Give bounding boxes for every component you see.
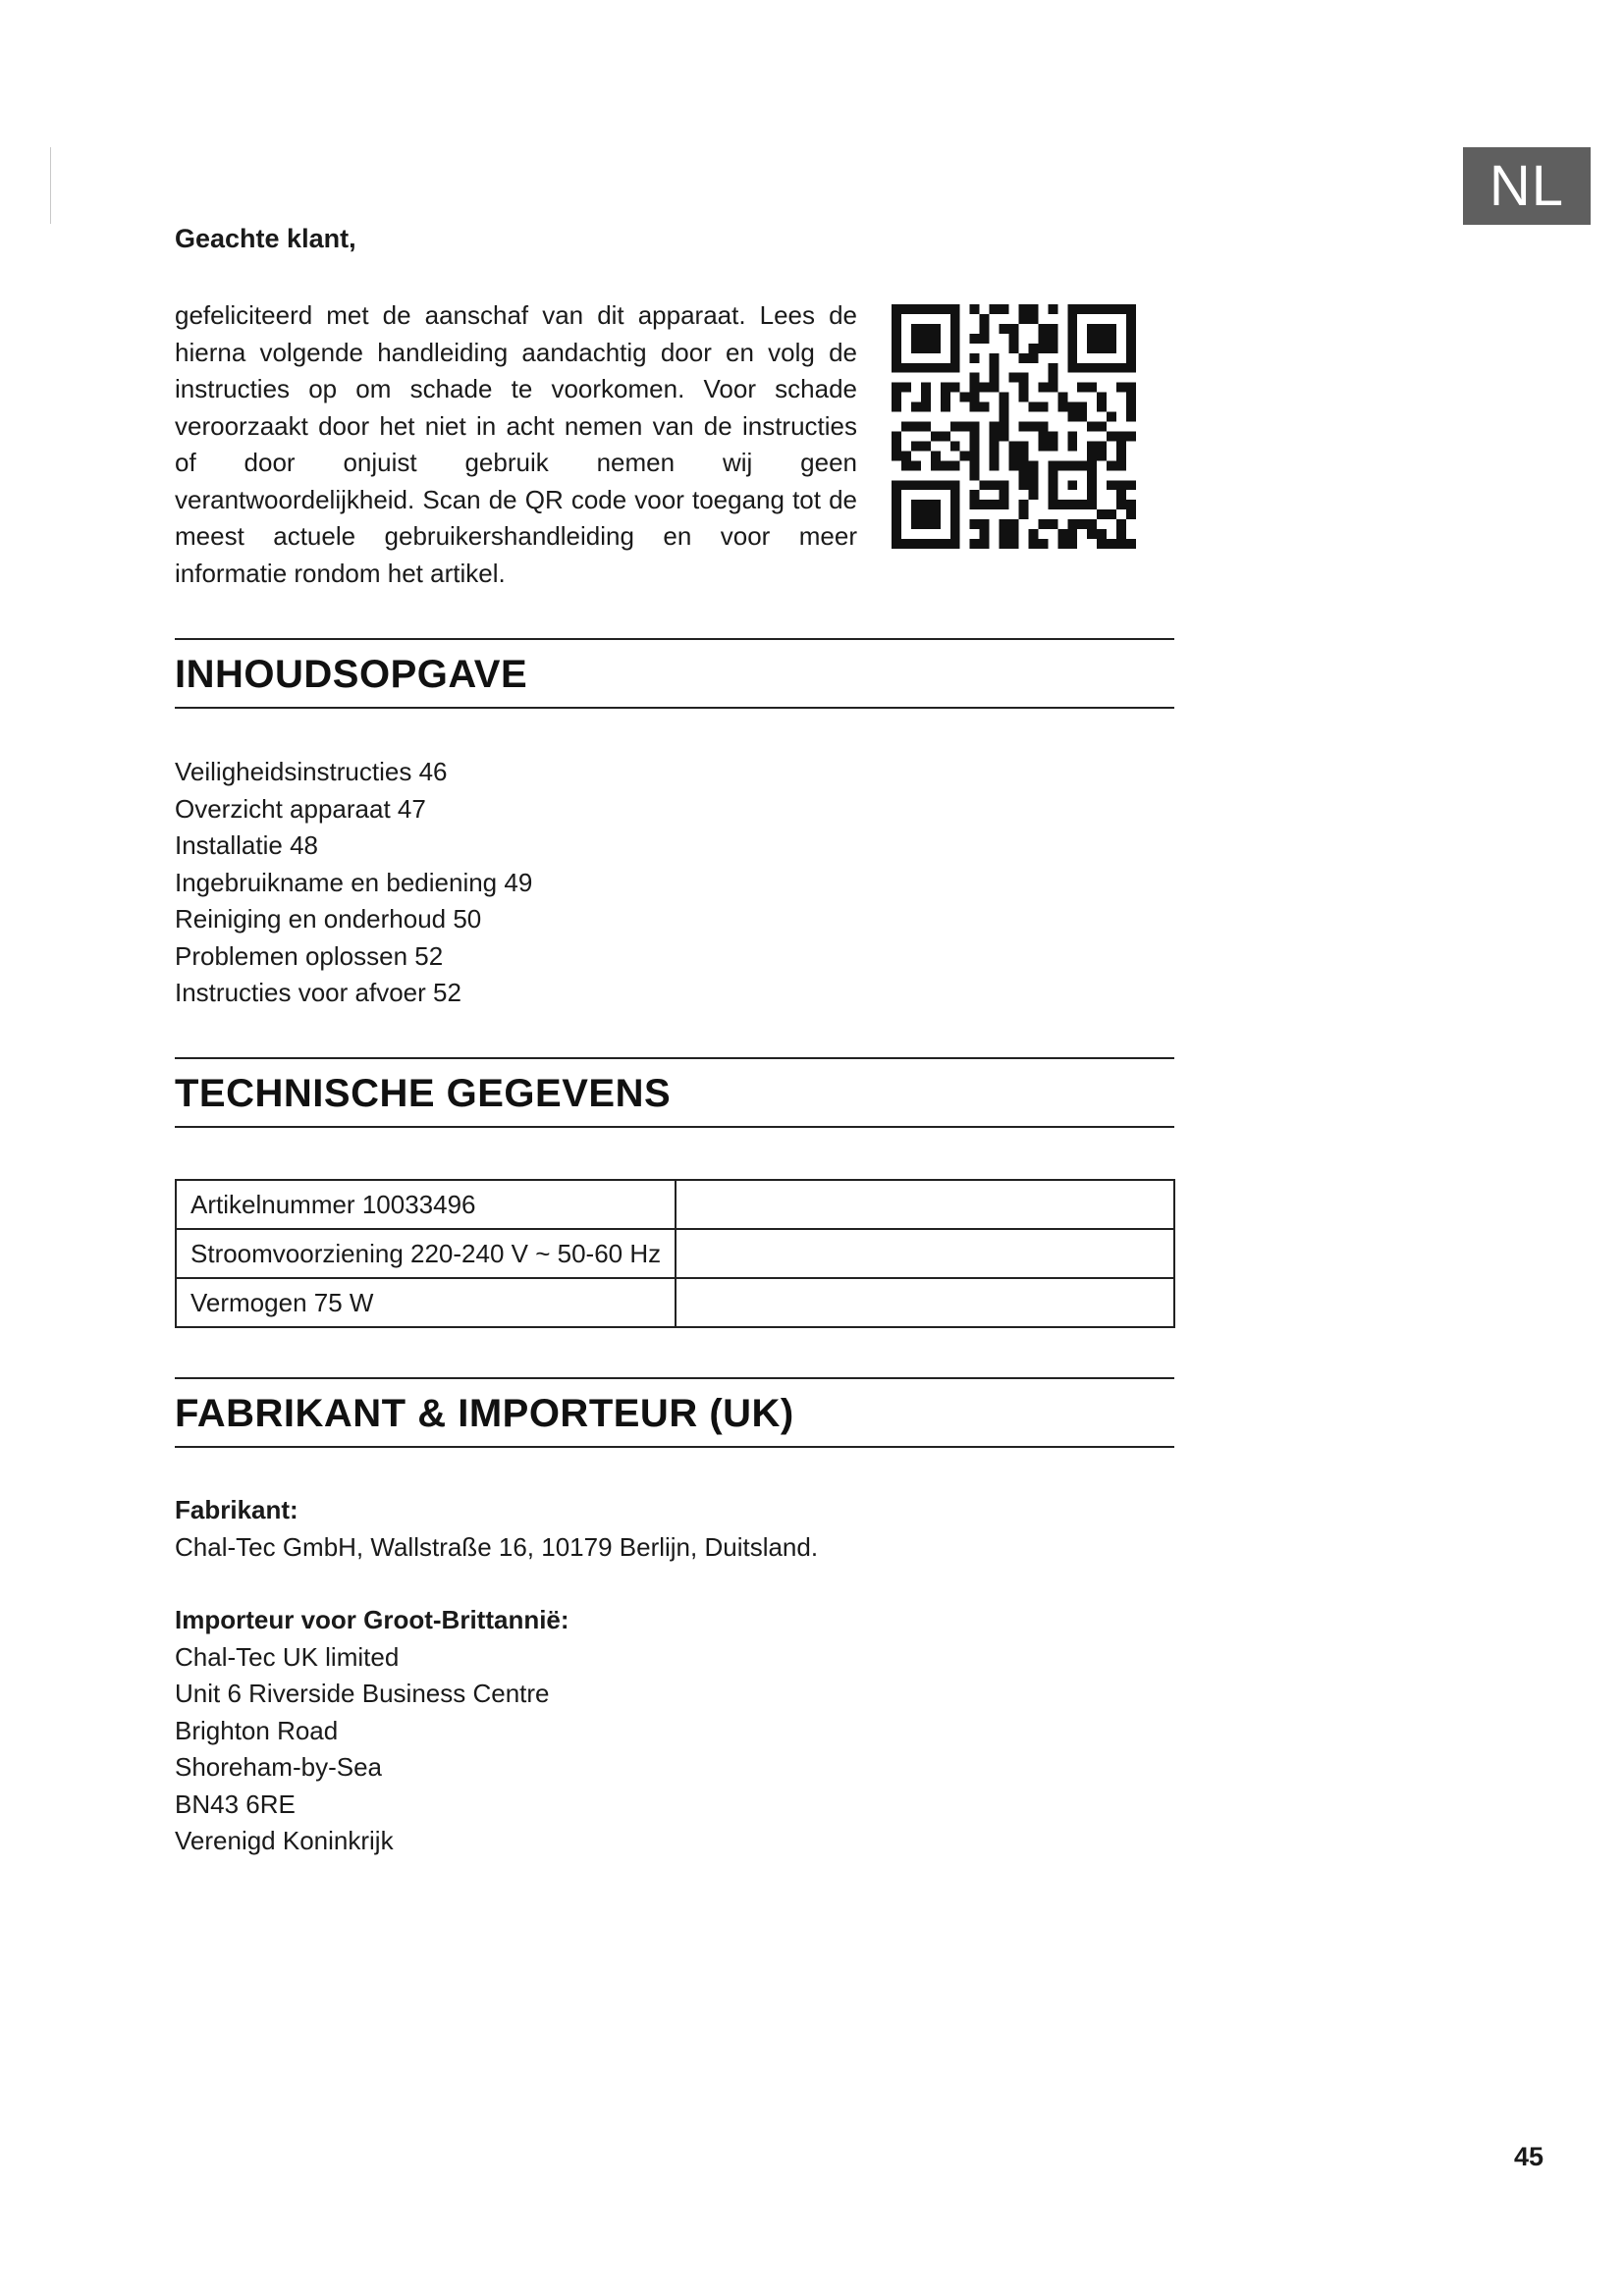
spec-value (676, 1229, 1174, 1278)
toc-item: Installatie 48 (175, 830, 318, 860)
importer-line: Unit 6 Riverside Business Centre (175, 1679, 550, 1708)
spec-label: Artikelnummer 10033496 (176, 1180, 676, 1229)
manufacturer-address: Chal-Tec GmbH, Wallstraße 16, 10179 Berlijn, Duitsland. (175, 1531, 819, 1562)
table-row (176, 1180, 1174, 1229)
importer-label: Importeur voor Groot-Brittannië: (175, 1605, 569, 1634)
importer-line: Shoreham-by-Sea (175, 1752, 382, 1782)
importer-block (175, 1602, 569, 1860)
spec-label: Stroomvoorziening 220-240 V ~ 50-60 Hz (176, 1229, 676, 1278)
spec-value (676, 1278, 1174, 1327)
manufacturer-heading: FABRIKANT & IMPORTEUR (UK) (175, 1392, 794, 1435)
table-of-contents (175, 754, 532, 1012)
manufacturer-block (175, 1492, 818, 1566)
toc-item: Instructies voor afvoer 52 (175, 978, 461, 1007)
table-row (176, 1229, 1174, 1278)
intro-paragraph: gefeliciteerd met de aanschaf van dit apparaat. Lees de hierna volgende handleiding aandachtig door en volg de instructies op om schade te voorkomen. Voor schade veroorzaakt door het niet in acht nemen van de instructies of door onjuist gebruik nemen wij geen verantwoordelijkheid. Scan de QR code voor toegang tot de meest actuele gebruikershandleiding en voor meer informatie rondom het artikel. (175, 300, 857, 588)
divider (175, 1446, 1174, 1448)
importer-line: Verenigd Koninkrijk (175, 1826, 394, 1855)
divider (175, 1126, 1174, 1128)
manufacturer-section-header (175, 1377, 1174, 1448)
toc-section-header (175, 638, 1174, 709)
language-tab: NL (1463, 147, 1591, 225)
table-row (176, 1278, 1174, 1327)
qr-code (892, 304, 1136, 549)
spec-value (676, 1180, 1174, 1229)
toc-item: Problemen oplossen 52 (175, 940, 444, 971)
toc-item: Veiligheidsinstructies 46 (175, 757, 448, 786)
toc-heading: INHOUDSOPGAVE (175, 653, 528, 696)
margin-line (50, 147, 51, 224)
importer-line: Chal-Tec UK limited (175, 1641, 400, 1672)
toc-item: Ingebruikname en bediening 49 (175, 867, 533, 897)
toc-item: Overzicht apparaat 47 (175, 793, 426, 824)
importer-line: Brighton Road (175, 1715, 339, 1745)
toc-item: Reiniging en onderhoud 50 (175, 904, 482, 934)
greeting: Geachte klant, (175, 224, 356, 253)
spec-label: Vermogen 75 W (176, 1278, 676, 1327)
importer-line: BN43 6RE (175, 1789, 296, 1819)
specs-heading: TECHNISCHE GEGEVENS (175, 1072, 672, 1115)
manufacturer-label: Fabrikant: (175, 1495, 298, 1524)
specs-section-header (175, 1057, 1174, 1128)
divider (175, 707, 1174, 709)
page-number: 45 (1514, 2142, 1544, 2171)
specs-table (175, 1179, 1175, 1328)
